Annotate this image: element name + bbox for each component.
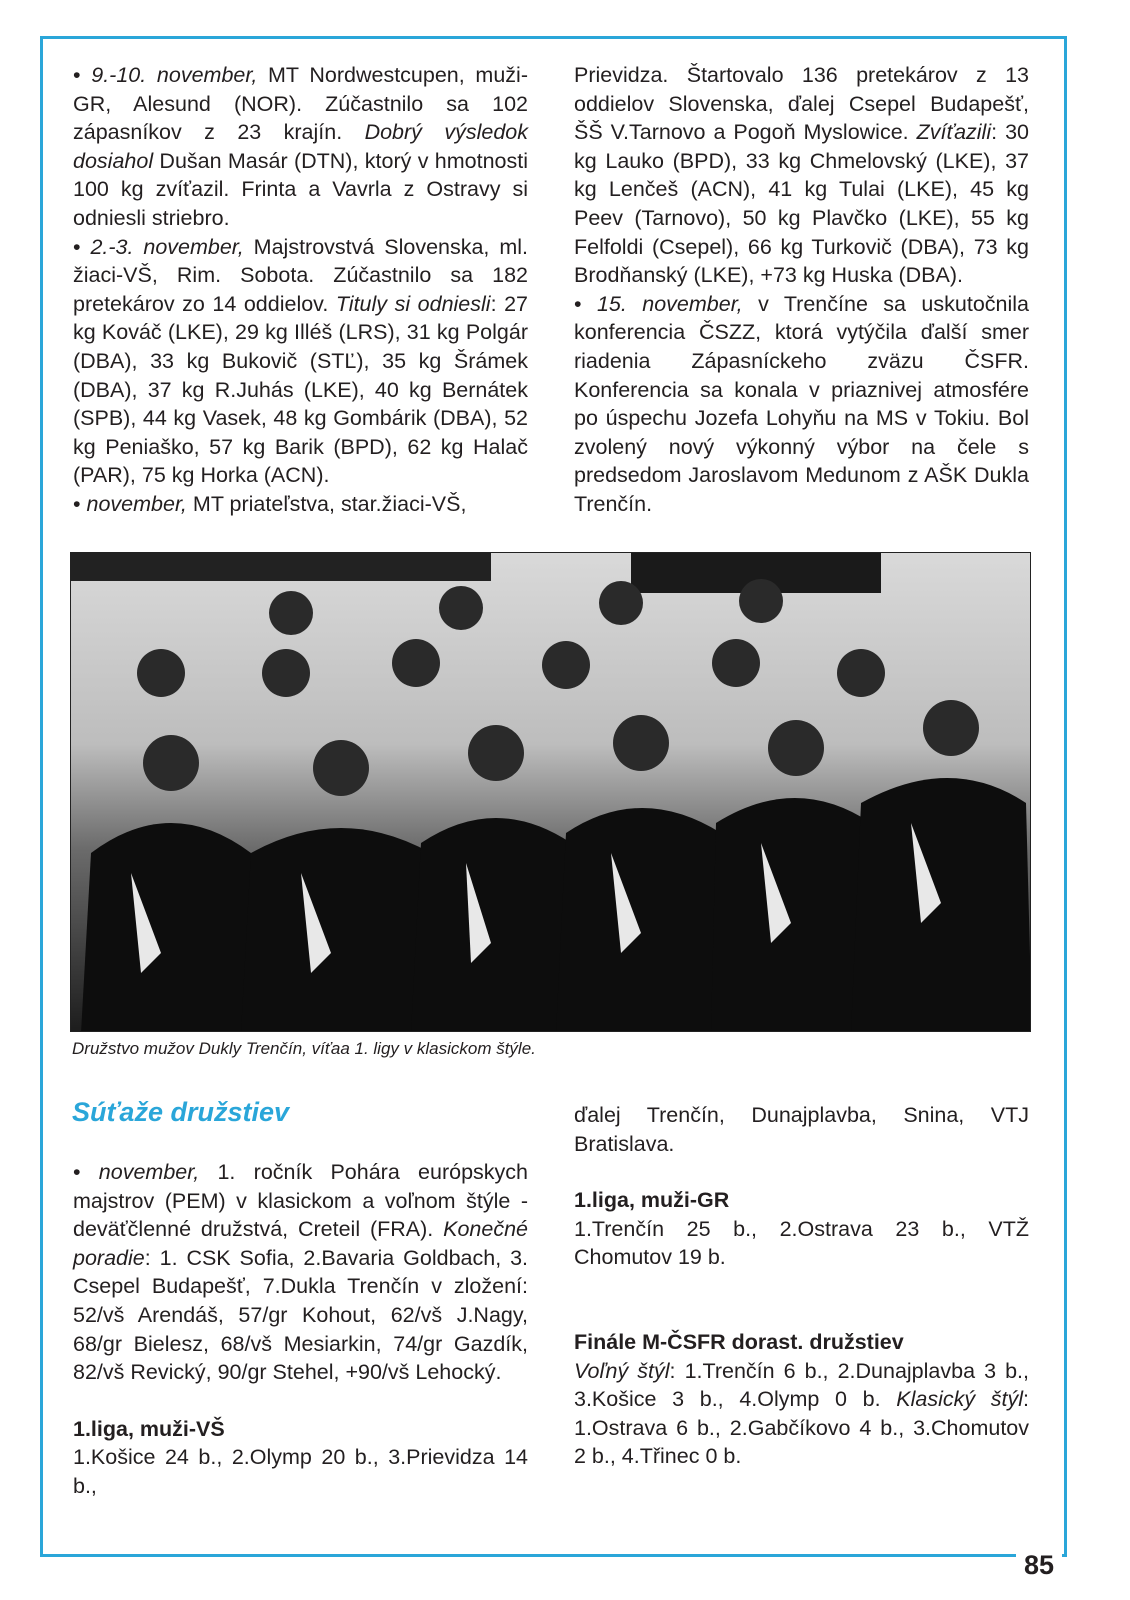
column-2-top — [574, 61, 1029, 519]
page-number: 85 — [1016, 1550, 1062, 1580]
entry-paragraph: • november, MT priateľstva, star.žiaci-VŠ, — [73, 491, 467, 516]
finale-results: Voľný štýl: 1.Trenčín 6 b., 2.Dunajplavba 3 b., 3.Košice 3 b., 4.Olymp 0 b. Klasický štýl: 1.Ostrava 6 b., 2.Gabčíkovo 4 b., 3.Chomutov 2 b., 4.Třinec 0 b. — [574, 1358, 1029, 1469]
column-1-top — [73, 61, 528, 519]
liga-vs-results: 1.Košice 24 b., 2.Olymp 20 b., 3.Prievidza 14 b., — [73, 1445, 528, 1498]
entry-paragraph: • november, 1. ročník Pohára európskych majstrov (PEM) v klasickom a voľnom štýle - deväťčlenné družstvá, Creteil (FRA). Konečné poradie: 1. CSK Sofia, 2.Bavaria Goldbach, 3. Csepel Budapešť, 7.Dukla Trenčín v zložení: 52/vš Arendáš, 57/gr Kohout, 62/vš J.Nagy, 68/gr Bielesz, 68/vš Mesiarkin, 74/gr Gazdík, 82/vš Revický, 90/gr Stehel, +90/vš Lehocký. — [73, 1160, 528, 1385]
liga-gr-results: 1.Trenčín 25 b., 2.Ostrava 23 b., VTŽ Chomutov 19 b. — [574, 1216, 1029, 1270]
entry-paragraph: Prievidza. Štartovalo 136 pretekárov z 13 oddielov Slovenska, ďalej Csepel Budapešť, ŠŠ V.Tarnovo a Pogoň Myslowice. Zvíťazili: 30 kg Lauko (BPD), 33 kg Chmelovský (LKE), 37 kg Lenčeš (ACN), 41 kg Tulai (LKE), 45 kg Peev (Tarnovo), 50 kg Plavčko (LKE), 55 kg Felfoldi (Csepel), 66 kg Turkovič (DBA), 73 kg Brodňanský (LKE), +73 kg Huska (DBA). — [574, 63, 1029, 288]
team-photo — [70, 552, 1031, 1032]
liga-gr-heading: 1.liga, muži-GR — [574, 1188, 730, 1213]
entry-paragraph: • 2.-3. november, Majstrovstvá Slovenska, ml. žiaci-VŠ, Rim. Sobota. Zúčastnilo sa 182 pretekárov zo 14 oddielov. Tituly si odniesli: 27 kg Kováč (LKE), 29 kg Illéš (LRS), 31 kg Polgár (DBA), 33 kg Bukovič (STĽ), 35 kg Šrámek (DBA), 37 kg R.Juhás (LKE), 40 kg Bernátek (SPB), 44 kg Vasek, 48 kg Gombárik (DBA), 52 kg Peniaško, 57 kg Barik (BPD), 62 kg Halač (PAR), 75 kg Horka (ACN). — [73, 234, 529, 488]
continued-paragraph: ďalej Trenčín, Dunajplavba, Snina, VTJ Bratislava. — [574, 1103, 1029, 1156]
liga-vs-heading: 1.liga, muži-VŠ — [73, 1416, 225, 1441]
entry-paragraph: • 9.-10. november, MT Nordwestcupen, muži-GR, Alesund (NOR). Zúčastnilo sa 102 zápasníkov z 23 krajín. Dobrý výsledok dosiahol Dušan Masár (DTN), ktorý v hmotnosti 100 kg zvíťazil. Frinta a Vavrla z Ostravy si odniesli striebro. — [73, 63, 528, 230]
column-2-bottom — [574, 1101, 1029, 1471]
section-title: Súťaže družstiev — [72, 1097, 290, 1127]
photo-caption: Družstvo mužov Dukly Trenčín, víťaa 1. ligy v klasickom štýle. — [72, 1039, 536, 1058]
finale-heading: Finále M-ČSFR dorast. družstiev — [574, 1329, 904, 1354]
entry-paragraph: • 15. november, v Trenčíne sa uskutočnila konferencia ČSZZ, ktorá vytýčila ďalší smer riadenia Zápasníckeho zväzu ČSFR. Konferencia sa konala v priaznivej atmosfére po úspechu Jozefa Lohyňu na MS v Tokiu. Bol zvolený nový výkonný výbor na čele s predsedom Jaroslavom Medunom z AŠK Dukla Trenčín. — [574, 291, 1029, 516]
column-1-bottom — [73, 1158, 528, 1501]
team-photo-illustration — [71, 553, 1031, 1032]
